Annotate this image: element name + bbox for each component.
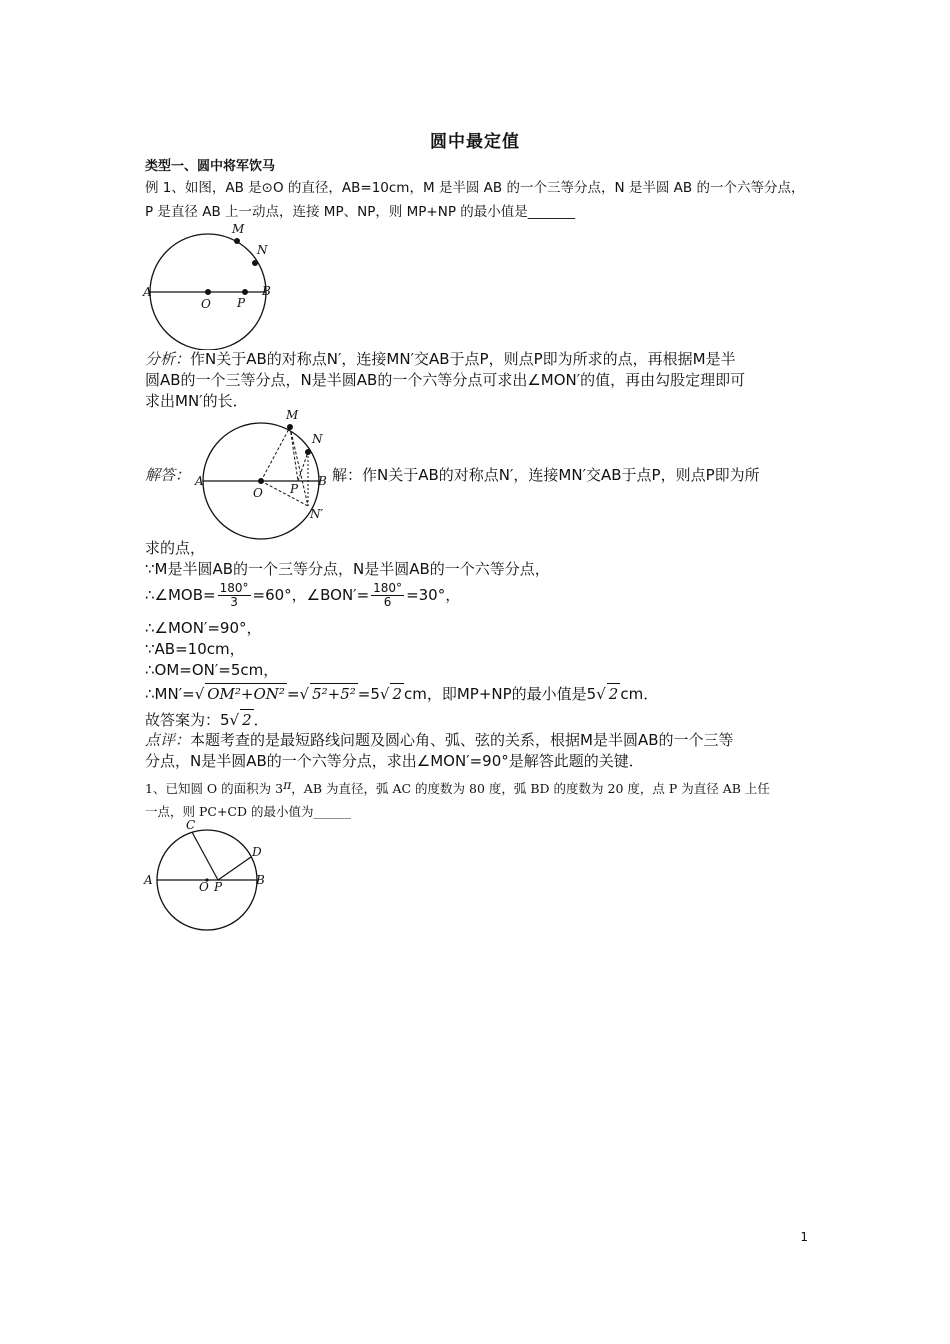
comment-line-2: 分点，N是半圆AB的一个六等分点，求出∠MON′=90°是解答此题的关键． [145,752,644,770]
pi-symbol: π [283,777,292,792]
solution-step-2: ∴∠MON′=90°， [145,619,262,637]
answer-suffix: ． [253,711,269,729]
fig2-label-m: M [286,408,299,422]
solution-step-4: ∴OM=ON′=5cm， [145,661,279,679]
fig3-label-p: P [214,880,223,894]
analysis-label: 分析： [145,350,191,368]
fig1-label-p: P [237,296,246,310]
sqrt-sign-1: √ [194,685,205,703]
sqrt-sign-4: √ [596,685,606,703]
step5-end: cm． [620,685,659,703]
fig1-label-n: N [257,243,268,257]
page-number: 1 [800,1230,808,1244]
fig3-label-b: B [256,873,265,887]
fig2-label-p: P [290,482,299,496]
answer-sqrt-sign: √ [229,711,240,729]
solution-line-3: ∵M是半圆AB的一个三等分点，N是半圆AB的一个六等分点， [145,560,550,578]
fig2-label-n-prime: N′ [310,507,324,521]
answer-prefix: 故答案为：5 [145,711,230,729]
fig1-label-m: M [232,222,245,236]
step1-middle: =60°，∠BON′= [252,586,370,604]
sqrt-sign-3: √ [379,685,390,703]
step5-eq: = [286,685,300,703]
figure-exercise-circle [140,818,275,933]
exercise-line-2: 一点，则 PC+CD 的最小值为______ [145,804,351,819]
fraction-bon-den: 6 [383,595,392,609]
sqrt-radicand-3: 2 [392,685,402,703]
sqrt-radicand-2: 5²+5² [312,685,356,703]
fraction-mob-den: 3 [230,595,238,609]
section-heading: 类型一、圆中将军饮马 [145,159,276,174]
step1-suffix: =30°， [406,586,461,604]
page-title: 圆中最定值 [430,132,520,152]
solution-line-2: 求的点， [145,539,206,557]
solution-step-1 [145,582,460,609]
exercise-text-a: 1、已知圆 O 的面积为 3 [145,781,284,796]
fig1-label-o: O [201,297,211,311]
solution-step-3: ∵AB=10cm， [145,640,245,658]
step1-prefix: ∴∠MOB= [145,586,216,604]
fig2-label-a: A [195,474,204,488]
solution-step-5 [145,683,658,705]
analysis-text-1: 作N关于AB的对称点N′，连接MN′交AB于点P，则点P即为所求的点，再根据M是半 [190,350,736,368]
step5-tail: cm，即MP+NP的最小值是5 [404,685,597,703]
comment-text-1: 本题考查的是最短路线问题及圆心角、弧、弦的关系，根据M是半圆AB的一个三等 [190,731,734,749]
sqrt-radicand-1: OM²+ON² [207,685,285,703]
fig3-label-a: A [144,873,153,887]
fig3-label-d: D [252,845,262,859]
fig2-label-o: O [253,486,263,500]
fig1-label-b: B [262,284,271,298]
comment-line-1 [145,730,734,751]
example-line-2: P 是直径 AB 上一动点，连接 MP、NP，则 MP+NP 的最小值是_______ [145,204,576,220]
solution-inline: 解：作N关于AB的对称点N′，连接MN′交AB于点P，则点P即为所 [332,466,760,484]
step5-prefix: ∴MN′= [145,685,195,703]
fig1-label-a: A [143,285,152,299]
sqrt-radicand-4: 2 [608,685,619,703]
fig2-label-b: B [318,474,327,488]
fraction-mob-num: 180° [219,581,249,595]
fig3-label-c: C [186,818,196,832]
analysis-line-2: 圆AB的一个三等分点，N是半圆AB的一个六等分点可求出∠MON′的值，再由勾股定理即可 [145,371,746,389]
fig2-label-n: N [312,432,323,446]
step5-mid: =5 [357,685,380,703]
analysis-line-1 [145,349,736,370]
exercise-line-1 [145,775,770,799]
answer-line [145,709,269,731]
solution-label: 解答： [145,466,191,484]
exercise-text-b: ，AB 为直径，弧 AC 的度数为 80 度，弧 BD 的度数为 20 度，点 P 为直径 AB 上任 [291,781,770,796]
example-line-1: 例 1、如图，AB 是⊙O 的直径，AB=10cm，M 是半圆 AB 的一个三等分点，N 是半圆 AB 的一个六等分点， [145,180,805,196]
fraction-mob [218,582,251,609]
sqrt-sign-2: √ [299,685,310,703]
fraction-bon [371,582,404,609]
analysis-line-3: 求出MN′的长． [145,392,248,410]
figure-example-circle [140,218,280,350]
answer-radicand: 2 [242,711,252,729]
fraction-bon-num: 180° [373,581,403,595]
fig3-label-o: O [199,880,209,894]
comment-label: 点评： [145,731,191,749]
